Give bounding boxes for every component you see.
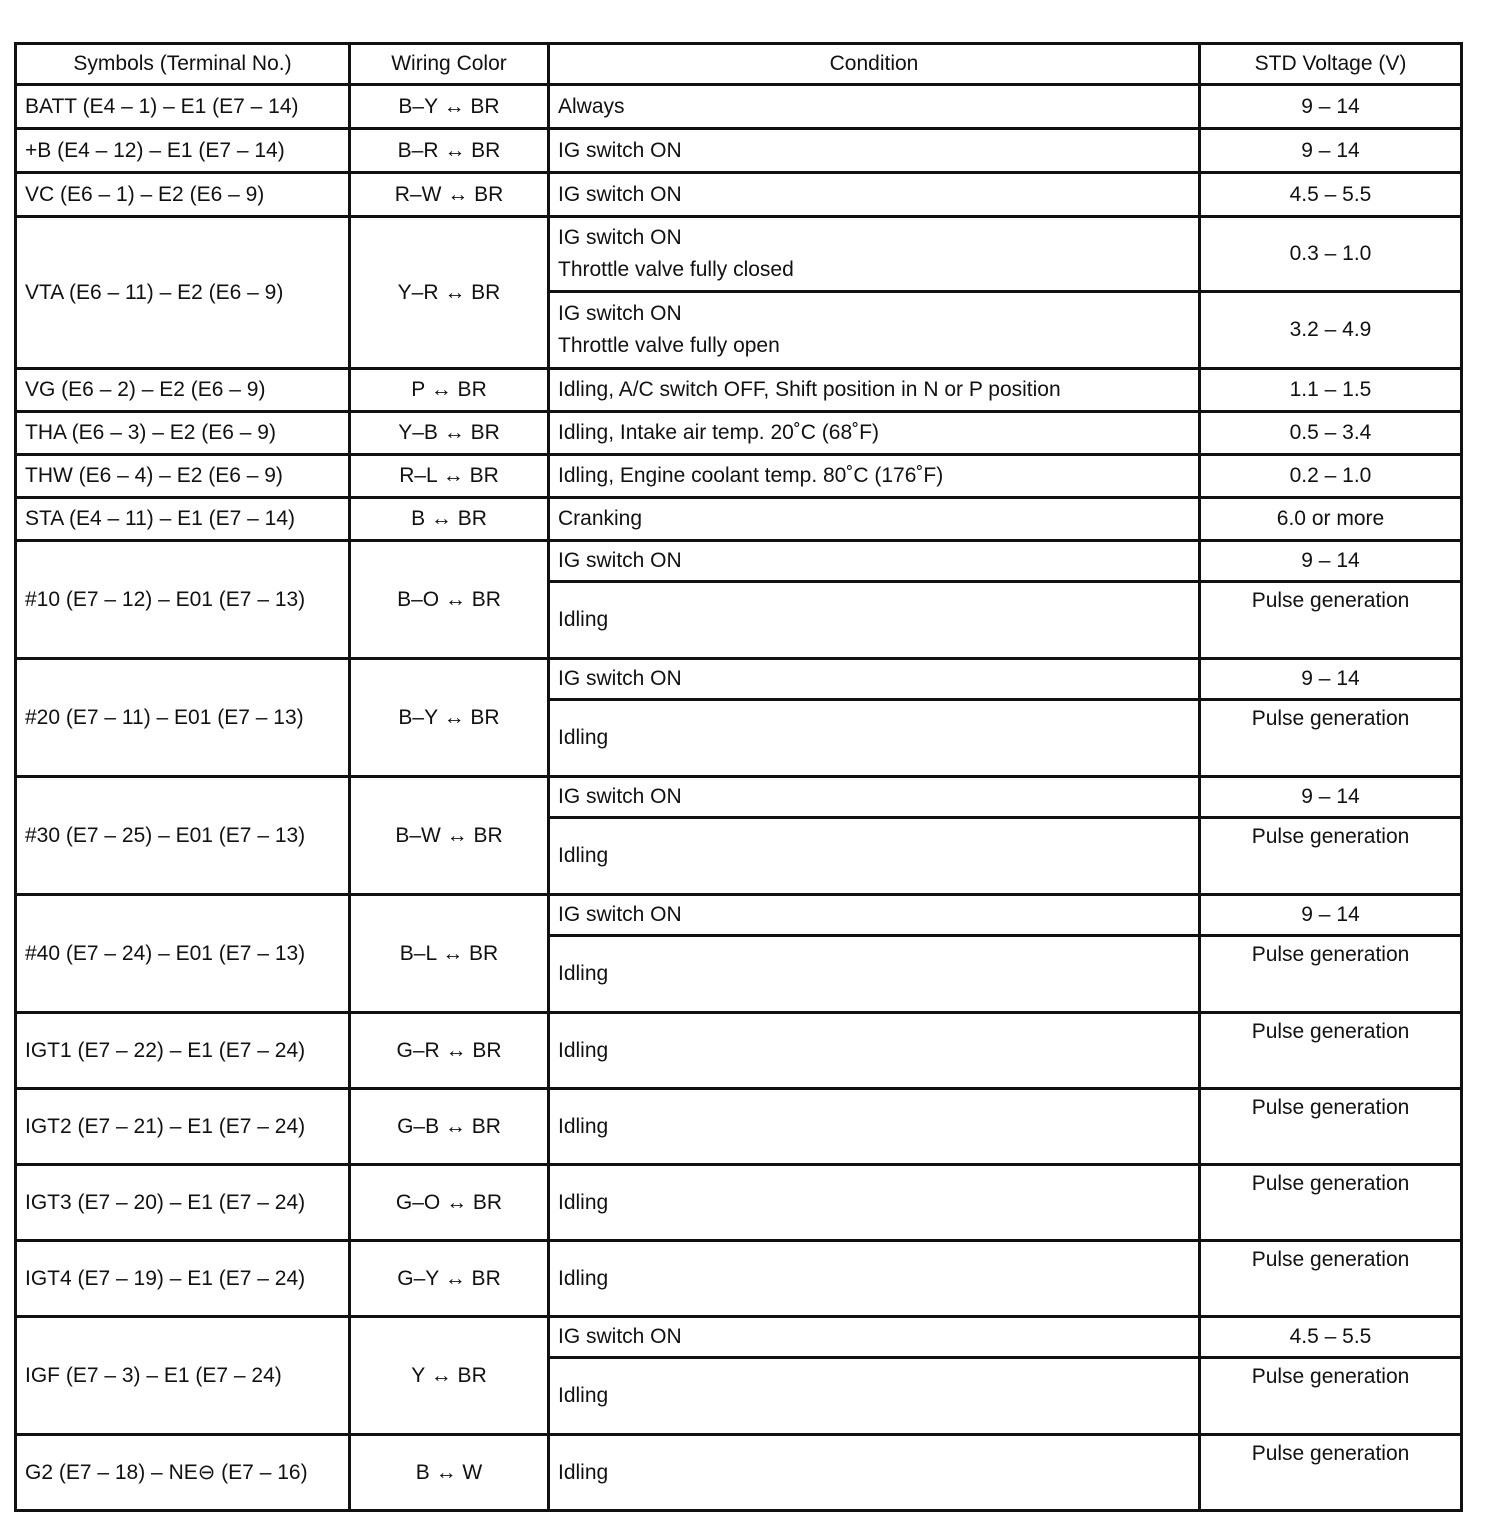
voltage-cell: Pulse generation [1200,700,1462,777]
condition-cell: IG switch ON [549,659,1200,700]
condition-cell: Idling [549,1165,1200,1241]
symbol-cell: VC (E6 – 1) – E2 (E6 – 9) [16,173,350,217]
condition-cell: IG switch ON [549,1317,1200,1358]
wiring-cell: B–O ↔ BR [350,541,549,659]
symbol-cell: VTA (E6 – 11) – E2 (E6 – 9) [16,217,350,369]
voltage-cell: 9 – 14 [1200,541,1462,582]
condition-cell [549,292,1200,369]
table-row [16,173,1462,217]
condition-cell: Idling [549,936,1200,1013]
voltage-cell: 1.1 – 1.5 [1200,369,1462,412]
table-row [16,1165,1462,1241]
symbol-cell: STA (E4 – 11) – E1 (E7 – 14) [16,498,350,541]
table-row [16,498,1462,541]
condition-cell: IG switch ON [549,541,1200,582]
condition-cell: Idling [549,1358,1200,1435]
wiring-cell: R–W ↔ BR [350,173,549,217]
condition-line: Throttle valve fully open [558,334,780,357]
condition-cell: Idling [549,1241,1200,1317]
table-row [16,129,1462,173]
condition-cell: Idling, Engine coolant temp. 80˚C (176˚F) [549,455,1200,498]
header-wiring-color: Wiring Color [350,44,549,85]
symbol-cell: IGT4 (E7 – 19) – E1 (E7 – 24) [16,1241,350,1317]
wiring-cell: G–Y ↔ BR [350,1241,549,1317]
symbol-cell: #10 (E7 – 12) – E01 (E7 – 13) [16,541,350,659]
voltage-cell: Pulse generation [1200,1013,1462,1089]
wiring-cell: B ↔ W [350,1435,549,1511]
voltage-cell: 4.5 – 5.5 [1200,1317,1462,1358]
wiring-cell: R–L ↔ BR [350,455,549,498]
terminal-table [14,42,1463,1512]
table-row [16,1241,1462,1317]
wiring-cell: B–Y ↔ BR [350,85,549,129]
condition-line: IG switch ON [558,302,682,325]
condition-cell: IG switch ON [549,895,1200,936]
condition-cell: Idling [549,582,1200,659]
header-symbols: Symbols (Terminal No.) [16,44,350,85]
table-row [16,541,1462,582]
table-row [16,895,1462,936]
header-std-voltage: STD Voltage (V) [1200,44,1462,85]
table-row [16,1089,1462,1165]
wiring-cell: B–R ↔ BR [350,129,549,173]
header-condition: Condition [549,44,1200,85]
condition-cell: Always [549,85,1200,129]
wiring-cell: B–Y ↔ BR [350,659,549,777]
table-row [16,1317,1462,1358]
table-row [16,1435,1462,1511]
condition-line: Throttle valve fully closed [558,258,794,281]
condition-cell: Idling [549,818,1200,895]
symbol-cell: VG (E6 – 2) – E2 (E6 – 9) [16,369,350,412]
voltage-cell: 0.5 – 3.4 [1200,412,1462,455]
ecu-terminal-voltage-table [14,42,1460,1512]
symbol-cell: THW (E6 – 4) – E2 (E6 – 9) [16,455,350,498]
voltage-cell: 9 – 14 [1200,85,1462,129]
table-row [16,1013,1462,1089]
wiring-cell: Y–B ↔ BR [350,412,549,455]
symbol-cell: #40 (E7 – 24) – E01 (E7 – 13) [16,895,350,1013]
condition-cell: Idling [549,1013,1200,1089]
symbol-cell: #30 (E7 – 25) – E01 (E7 – 13) [16,777,350,895]
table-row [16,455,1462,498]
wiring-cell: B–L ↔ BR [350,895,549,1013]
wiring-cell: Y–R ↔ BR [350,217,549,369]
table-row [16,777,1462,818]
symbol-cell: G2 (E7 – 18) – NE⊖ (E7 – 16) [16,1435,350,1511]
condition-cell: IG switch ON [549,173,1200,217]
table-row [16,217,1462,292]
condition-cell: Cranking [549,498,1200,541]
voltage-cell: 9 – 14 [1200,659,1462,700]
voltage-cell: 3.2 – 4.9 [1200,292,1462,369]
voltage-cell: Pulse generation [1200,1241,1462,1317]
wiring-cell: G–O ↔ BR [350,1165,549,1241]
voltage-cell: Pulse generation [1200,936,1462,1013]
condition-cell: Idling, A/C switch OFF, Shift position in N or P position [549,369,1200,412]
voltage-cell: Pulse generation [1200,818,1462,895]
voltage-cell: Pulse generation [1200,1089,1462,1165]
symbol-cell: IGT2 (E7 – 21) – E1 (E7 – 24) [16,1089,350,1165]
voltage-cell: 9 – 14 [1200,777,1462,818]
table-row [16,369,1462,412]
voltage-cell: 4.5 – 5.5 [1200,173,1462,217]
voltage-cell: 9 – 14 [1200,129,1462,173]
symbol-cell: #20 (E7 – 11) – E01 (E7 – 13) [16,659,350,777]
condition-cell: Idling [549,1089,1200,1165]
symbol-cell: IGF (E7 – 3) – E1 (E7 – 24) [16,1317,350,1435]
symbol-cell: IGT1 (E7 – 22) – E1 (E7 – 24) [16,1013,350,1089]
voltage-cell: 0.3 – 1.0 [1200,217,1462,292]
voltage-cell: Pulse generation [1200,582,1462,659]
table-row [16,412,1462,455]
wiring-cell: Y ↔ BR [350,1317,549,1435]
wiring-cell: G–B ↔ BR [350,1089,549,1165]
table-header-row [16,44,1462,85]
symbol-cell: BATT (E4 – 1) – E1 (E7 – 14) [16,85,350,129]
wiring-cell: B ↔ BR [350,498,549,541]
table-row [16,659,1462,700]
symbol-cell: +B (E4 – 12) – E1 (E7 – 14) [16,129,350,173]
wiring-cell: P ↔ BR [350,369,549,412]
table-row [16,85,1462,129]
voltage-cell: 9 – 14 [1200,895,1462,936]
voltage-cell: Pulse generation [1200,1435,1462,1511]
voltage-cell: Pulse generation [1200,1165,1462,1241]
symbol-cell: THA (E6 – 3) – E2 (E6 – 9) [16,412,350,455]
condition-cell: Idling [549,700,1200,777]
voltage-cell: 0.2 – 1.0 [1200,455,1462,498]
voltage-cell: 6.0 or more [1200,498,1462,541]
condition-line: IG switch ON [558,226,682,249]
wiring-cell: B–W ↔ BR [350,777,549,895]
voltage-cell: Pulse generation [1200,1358,1462,1435]
condition-cell: IG switch ON [549,777,1200,818]
symbol-cell: IGT3 (E7 – 20) – E1 (E7 – 24) [16,1165,350,1241]
condition-cell: Idling, Intake air temp. 20˚C (68˚F) [549,412,1200,455]
condition-cell: IG switch ON [549,129,1200,173]
condition-cell [549,217,1200,292]
wiring-cell: G–R ↔ BR [350,1013,549,1089]
condition-cell: Idling [549,1435,1200,1511]
